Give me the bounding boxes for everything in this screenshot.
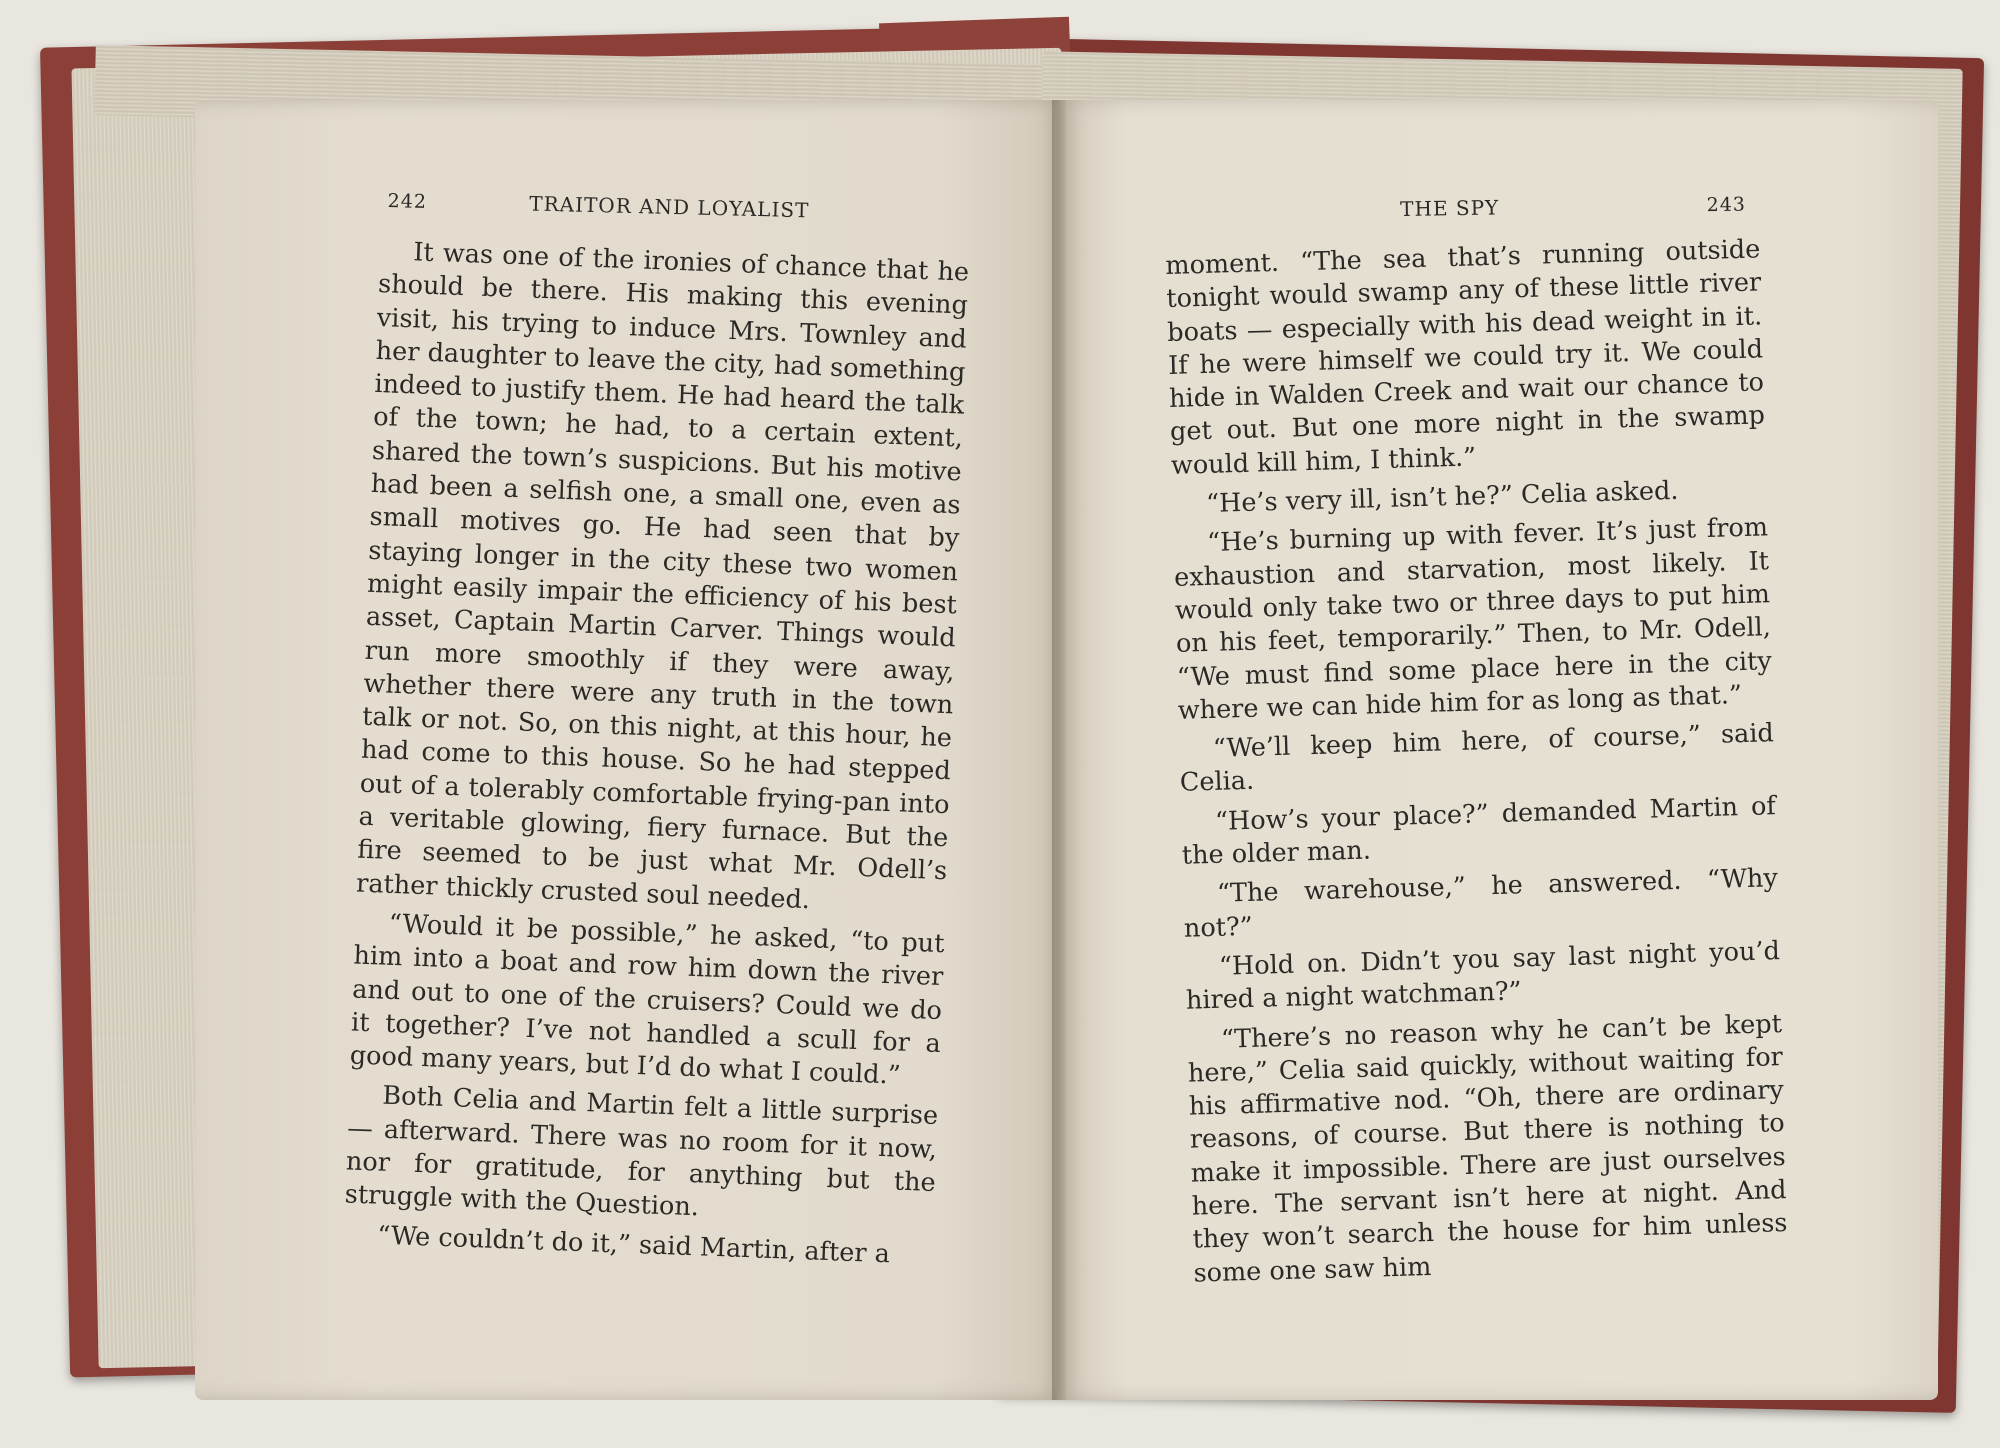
paragraph: “Hold on. Didn’t you say last night you’d hired a night watchman?” xyxy=(1185,936,1781,1016)
paragraph: “There’s no reason why he can’t be kept here,” Celia said quickly, without waiting for his affirmative nod. “Oh, there are ordinary reasons, of course. But there is nothing to make it impossible. There are just ourselves here. The servant isn’t here at night. And they won’t search the house for him unless some one saw him xyxy=(1187,1008,1788,1289)
paragraph: “We’ll keep him here, of course,” said Celia. xyxy=(1179,718,1775,799)
paragraph: “Would it be possible,” he asked, “to put him into a boat and row him down the river and out to one of the cruisers? Could we do it together? I’ve not handled a scull for a good many years, but I’d do what I could.” xyxy=(349,908,945,1091)
left-page-number: 242 xyxy=(387,189,428,213)
paragraph: “How’s your place?” demanded Martin of the older man. xyxy=(1181,790,1777,871)
right-page-body xyxy=(1165,233,1789,1290)
right-running-head: THE SPY xyxy=(1400,195,1500,221)
right-page-number: 243 xyxy=(1706,193,1747,217)
paragraph: moment. “The sea that’s running outside tonight would swamp any of these little river boats — especially with his dead weight in it. If he were himself we could try it. We could hide in Walden Creek and wait our chance to get out. But one more night in the swamp would kill him, I think.” xyxy=(1165,234,1766,481)
paragraph: “He’s burning up with fever. It’s just from exhaustion and starvation, most likely. It would only take two or three days to put him on his feet, temporarily.” Then, to Mr. Odell, “We must find some place here in the city where we can hide him for as long as that.” xyxy=(1173,512,1773,726)
paragraph: Both Celia and Martin felt a little surprise — afterward. There was no room for it now, nor for gratitude, for anything but the struggle with the Question. xyxy=(344,1081,939,1223)
book-gutter xyxy=(1052,100,1066,1400)
paragraph: “He’s very ill, isn’t he?” Celia asked. xyxy=(1205,475,1679,520)
paragraph: “The warehouse,” he answered. “Why not?” xyxy=(1183,863,1779,944)
paragraph: It was one of the ironies of chance that he should be there. His making this evening visit, his trying to induce Mrs. Townley and her daughter to leave the city, had something indeed to justify them. He had heard the talk of the town; he had, to a certain extent, shared the town’s suspicions. But his motive had been a selfish one, a small one, even as small motives go. He had seen that by staying longer in the city these two women might easily impair the efficiency of his best asset, Captain Martin Carver. Things would run more smoothly if they were away, whether there were any truth in the town talk or not. So, on this night, at this hour, he had come to this house. So he had stepped out of a tolerably comfortable frying-pan into a veritable glowing, fiery furnace. But the fire seemed to be just what Mr. Odell’s rather thickly crusted soul needed. xyxy=(355,237,970,915)
left-page-body xyxy=(343,235,970,1273)
left-running-head: TRAITOR AND LOYALIST xyxy=(528,191,810,223)
paragraph: “We couldn’t do it,” said Martin, after a xyxy=(376,1220,891,1269)
